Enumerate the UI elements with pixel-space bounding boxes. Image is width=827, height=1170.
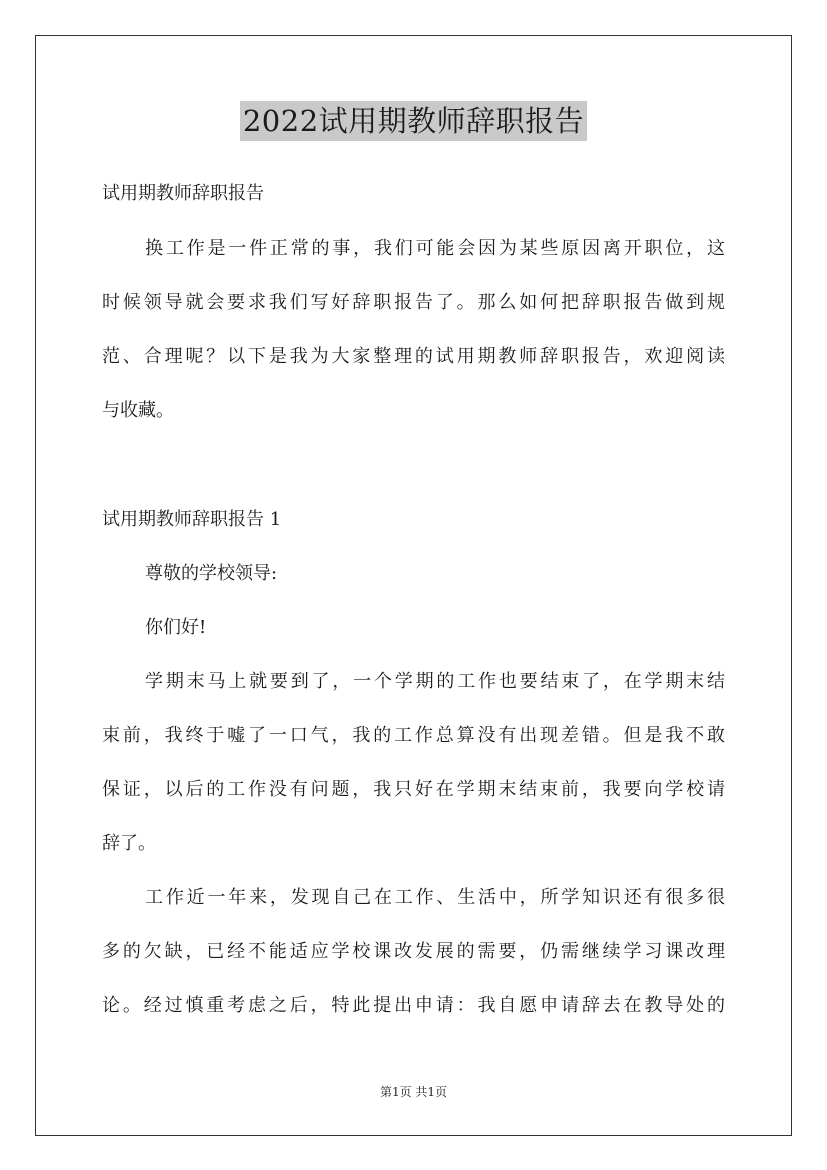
- paragraph1-line-1: 学期末马上就要到了，一个学期的工作也要结束了，在学期末结: [145, 671, 725, 692]
- intro-line-1: 换工作是一件正常的事，我们可能会因为某些原因离开职位，这: [145, 238, 725, 259]
- paragraph1-line-2: 束前，我终于嘘了一口气，我的工作总算没有出现差错。但是我不敢: [102, 725, 725, 746]
- intro-line-4: 与收藏。: [102, 400, 174, 421]
- document-title-text: 2022试用期教师辞职报告: [240, 101, 587, 141]
- paragraph1-line-3: 保证，以后的工作没有问题，我只好在学期末结束前，我要向学校请: [102, 779, 725, 800]
- greeting: 你们好!: [145, 617, 207, 638]
- document-subtitle: 试用期教师辞职报告: [102, 183, 264, 204]
- paragraph2-line-2: 多的欠缺，已经不能适应学校课改发展的需要，仍需继续学习课改理: [102, 941, 725, 962]
- paragraph2-line-3: 论。经过慎重考虑之后，特此提出申请：我自愿申请辞去在教导处的: [102, 995, 725, 1016]
- document-title: [0, 101, 827, 141]
- paragraph1-line-4: 辞了。: [102, 833, 156, 854]
- page-footer: 第1页 共1页: [379, 1085, 448, 1099]
- intro-line-3: 范、合理呢？以下是我为大家整理的试用期教师辞职报告，欢迎阅读: [102, 346, 725, 367]
- intro-line-2: 时候领导就会要求我们写好辞职报告了。那么如何把辞职报告做到规: [102, 292, 725, 313]
- paragraph2-line-1: 工作近一年来，发现自己在工作、生活中，所学知识还有很多很: [145, 887, 725, 908]
- section-heading: 试用期教师辞职报告 1: [102, 509, 282, 530]
- salutation: 尊敬的学校领导:: [145, 563, 278, 584]
